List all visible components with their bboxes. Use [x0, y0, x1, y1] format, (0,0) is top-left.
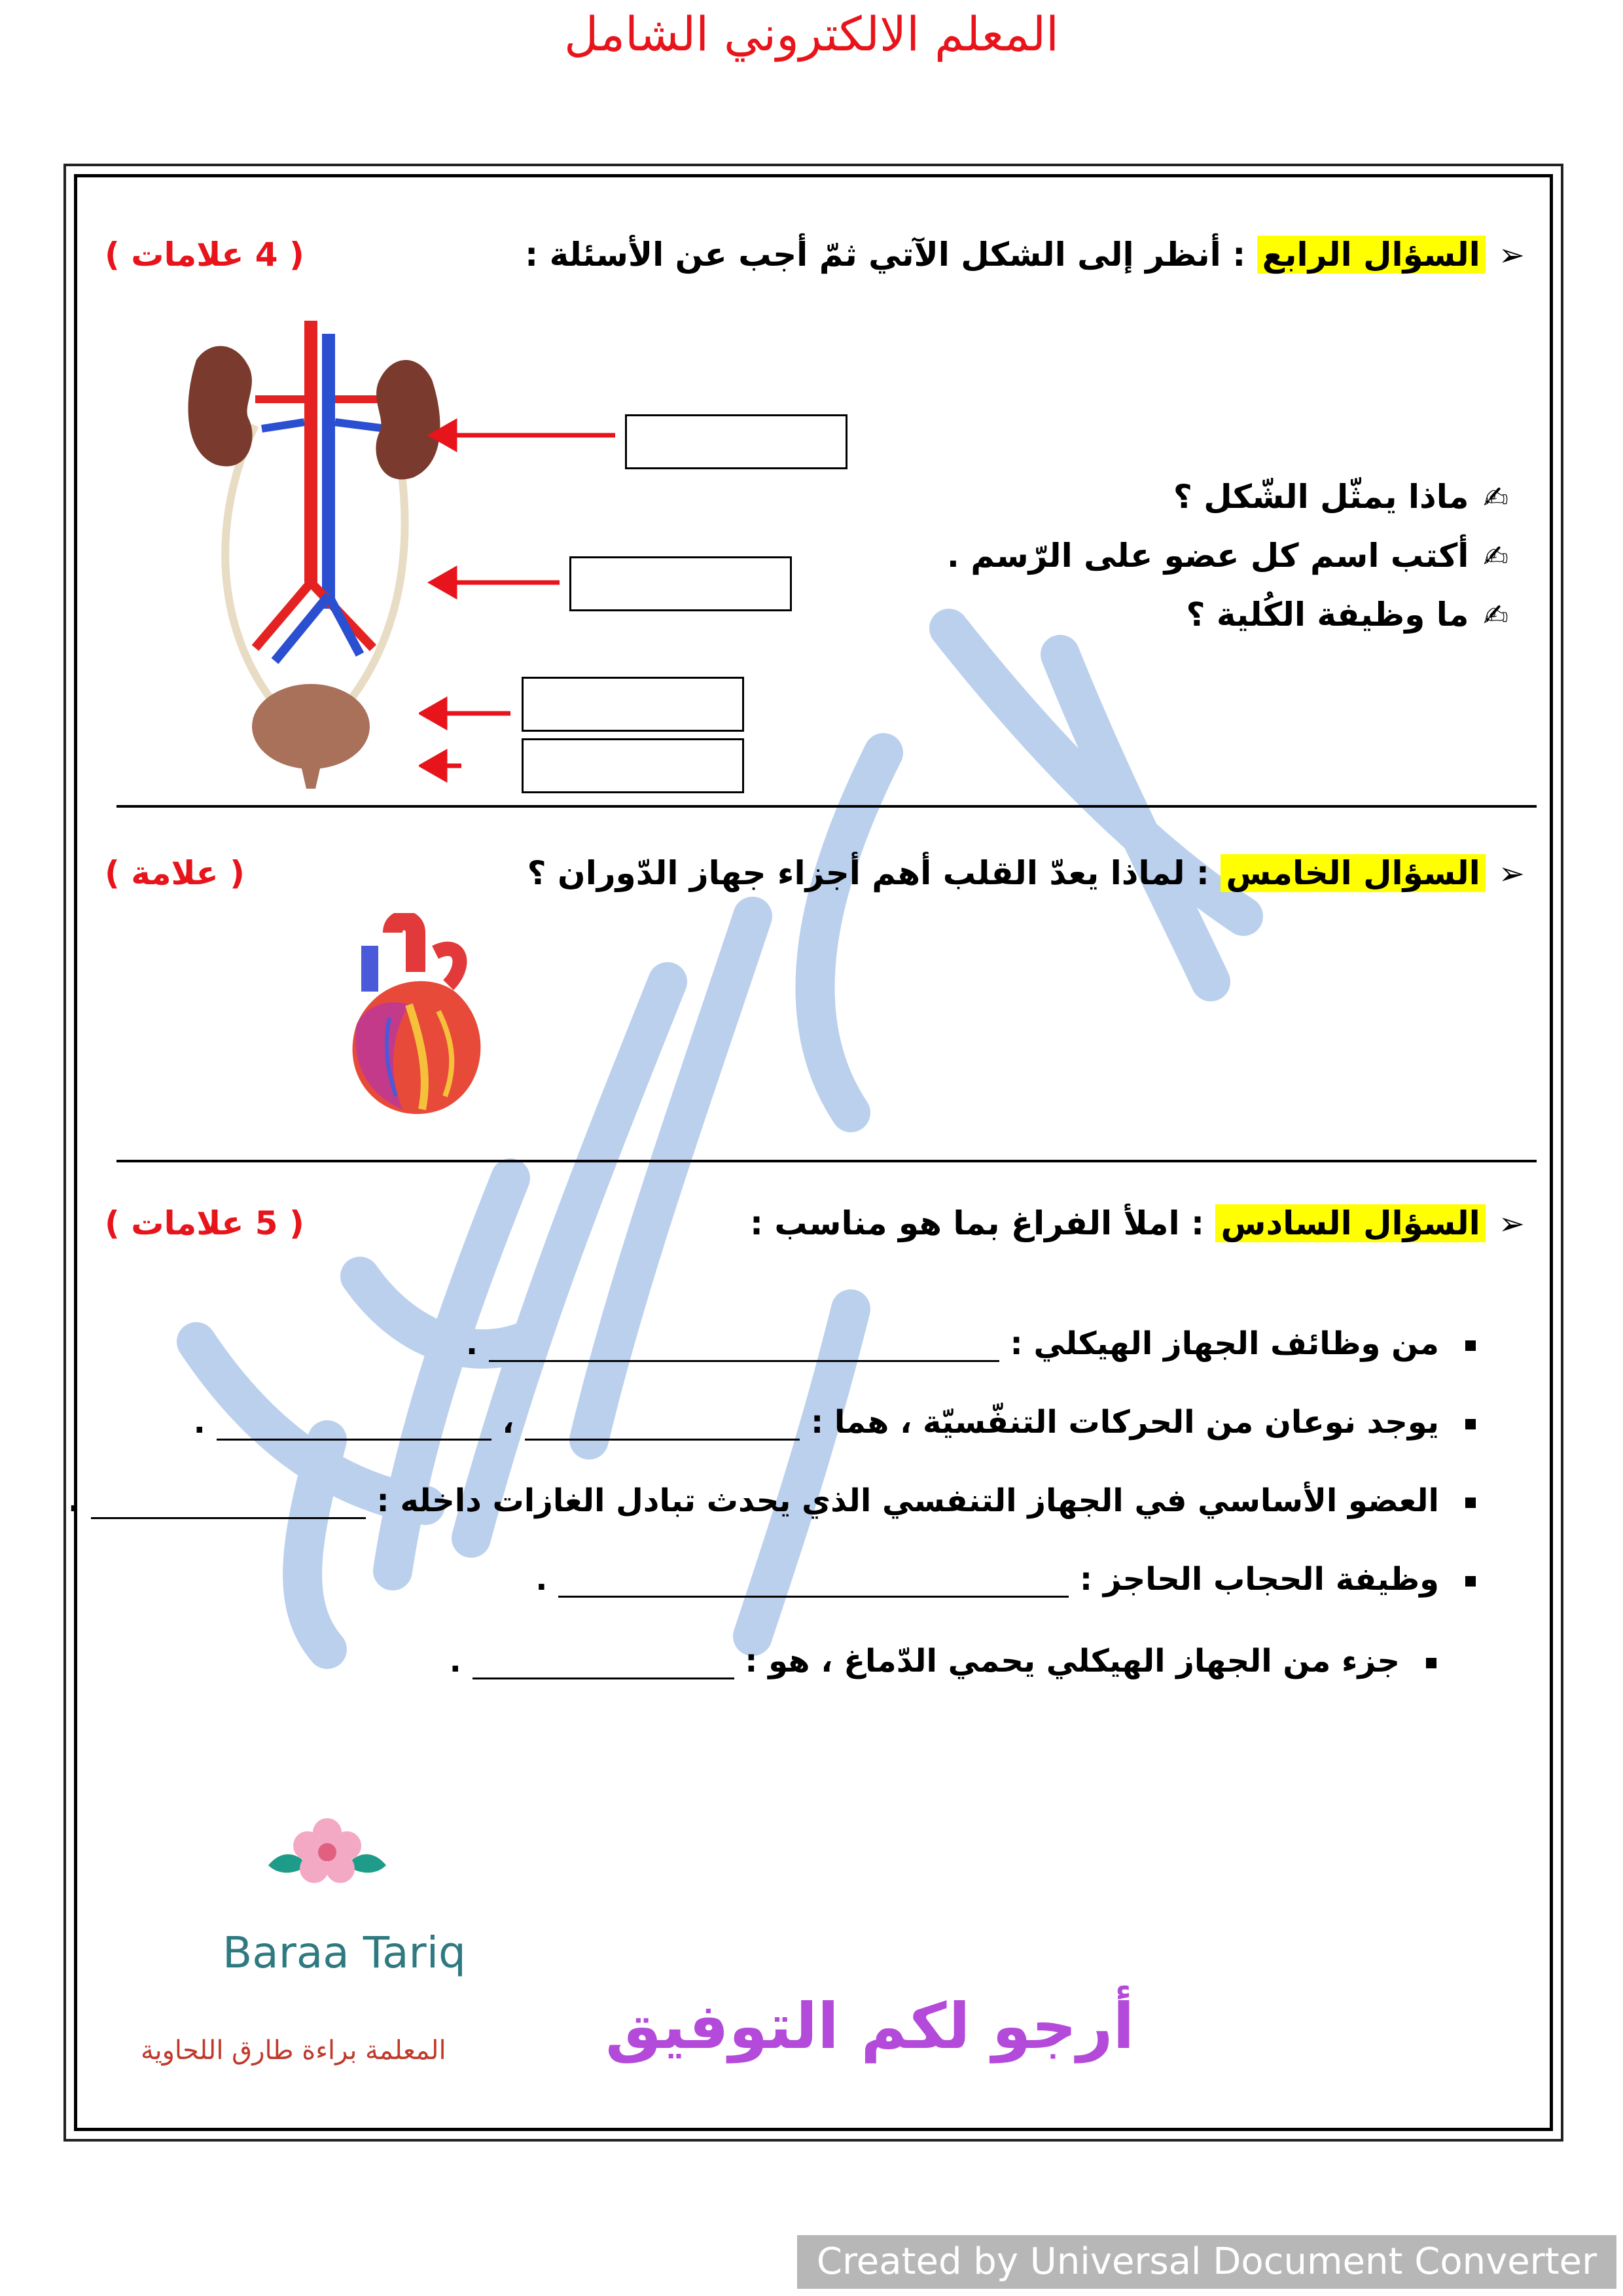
q5-label: السؤال الخامس: [1221, 854, 1485, 892]
square-bullet-icon: [1426, 1658, 1436, 1668]
label-box-bladder[interactable]: [522, 677, 744, 732]
square-bullet-icon: [1465, 1576, 1476, 1587]
arrow-bullet-icon: ➢: [1498, 1206, 1525, 1242]
page-title: المعلم الالكتروني الشامل: [563, 7, 1060, 62]
label-box-urethra[interactable]: [522, 738, 744, 793]
answer-blank[interactable]: [217, 1412, 491, 1441]
fill-item-5: جزء من الجهاز الهيكلي يحمي الدّماغ ، هو : .: [450, 1643, 1436, 1679]
pen-bullet-icon: ✍: [1483, 598, 1508, 633]
q6-text: : املأ الفراغ بما هو مناسب :: [749, 1204, 1205, 1242]
answer-blank[interactable]: [489, 1334, 999, 1362]
converter-footer: Created by Universal Document Converter: [797, 2235, 1616, 2289]
q4-line: [525, 236, 1525, 274]
signature-name-ar: المعلمة براءة طارق اللحاوية: [141, 2036, 446, 2066]
q5-line: [527, 854, 1525, 892]
q4-sub-2: ✍أكتب اسم كل عضو على الرّسم .: [946, 537, 1508, 575]
square-bullet-icon: [1465, 1340, 1476, 1351]
answer-blank[interactable]: [473, 1651, 734, 1679]
answer-blank[interactable]: [525, 1412, 800, 1441]
answer-blank[interactable]: [91, 1491, 366, 1519]
urinary-system-image: [177, 308, 452, 792]
section-divider: [116, 1160, 1537, 1162]
q6-marks: ( 5 علامات ): [105, 1204, 304, 1242]
closing-wish: أرجو لكم التوفيق: [605, 1990, 1135, 2063]
q4-sub-1: ✍ماذا يمثّل الشّكل ؟: [1173, 478, 1508, 516]
section-divider: [116, 805, 1537, 808]
label-box-kidney[interactable]: [625, 414, 847, 469]
q6-line: [750, 1204, 1525, 1242]
q4-text: : أنظر إلى الشكل الآتي ثمّ أجب عن الأسئلة :: [525, 236, 1246, 274]
flower-logo-icon: [262, 1803, 393, 1895]
pen-bullet-icon: ✍: [1483, 480, 1508, 515]
q4-marks: ( 4 علامات ): [105, 236, 304, 274]
arrow-bullet-icon: ➢: [1498, 855, 1525, 892]
arrow-bullet-icon: ➢: [1498, 237, 1525, 274]
answer-blank[interactable]: [558, 1570, 1069, 1598]
q6-label: السؤال السادس: [1215, 1204, 1485, 1242]
signature-name-en: Baraa Tariq: [223, 1928, 466, 1978]
square-bullet-icon: [1465, 1498, 1476, 1508]
heart-image: [330, 913, 494, 1129]
square-bullet-icon: [1465, 1419, 1476, 1429]
fill-item-2: يوجد نوعان من الحركات التنفّسيّة ، هما : ، .: [194, 1404, 1476, 1441]
fill-item-4: وظيفة الحجاب الحاجز : .: [535, 1561, 1476, 1598]
q5-marks: ( علامة ): [105, 854, 245, 892]
label-box-ureter[interactable]: [569, 556, 792, 611]
fill-item-3: العضو الأساسي في الجهاز التنفسي الذي يحدث تبادل الغازات داخله : .: [68, 1482, 1476, 1519]
fill-item-1: من وظائف الجهاز الهيكلي : .: [466, 1325, 1476, 1362]
q5-text: : لماذا يعدّ القلب أهم أجزاء جهاز الدّوران ؟: [527, 854, 1209, 892]
pen-bullet-icon: ✍: [1483, 539, 1508, 574]
q4-label: السؤال الرابع: [1257, 236, 1486, 274]
q4-sub-3: ✍ما وظيفة الكُلية ؟: [1186, 596, 1508, 634]
